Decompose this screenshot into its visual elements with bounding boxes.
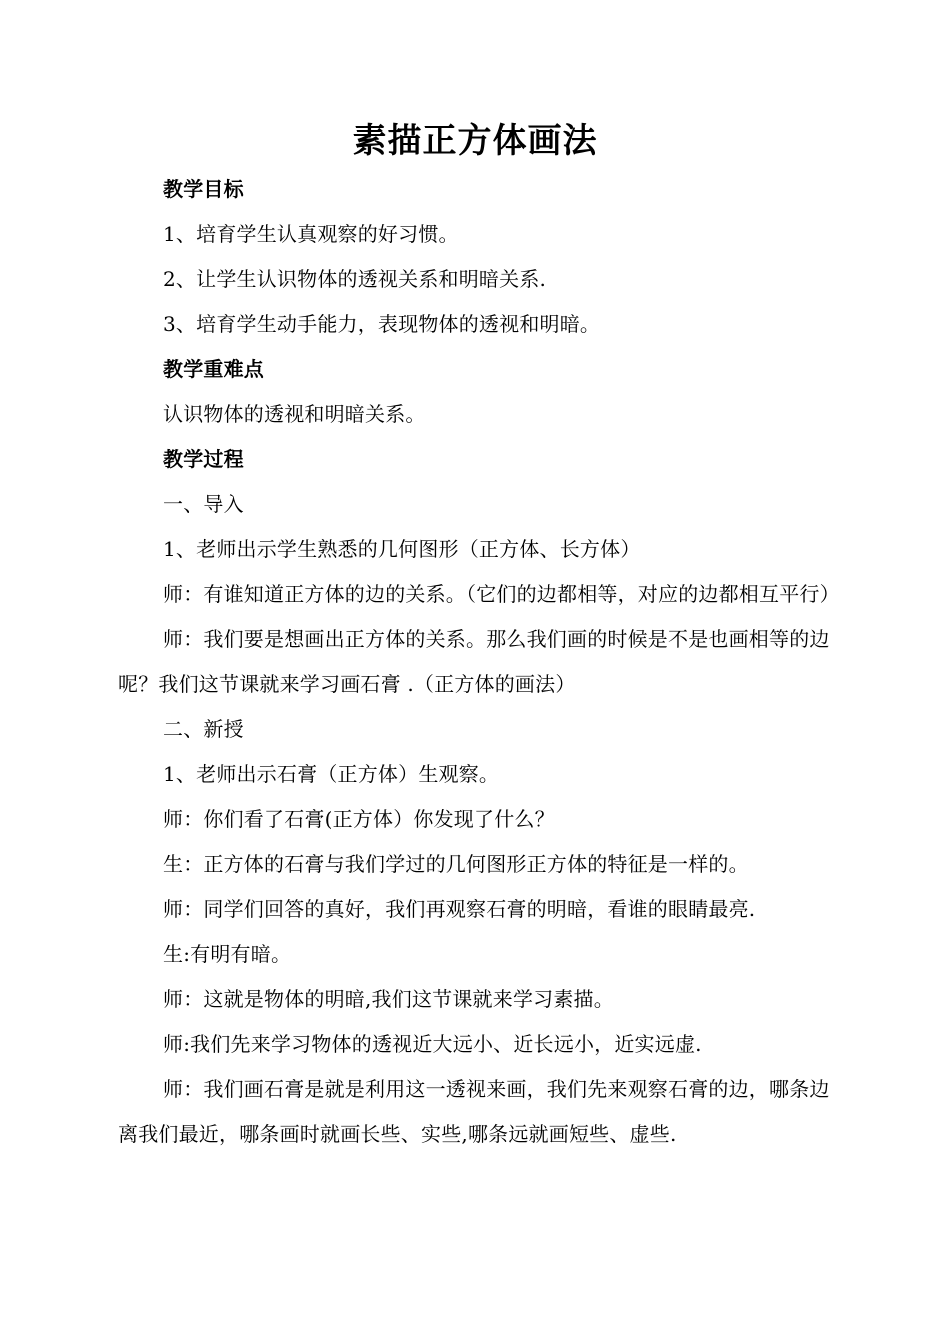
paragraph: 一、导入 <box>163 492 244 516</box>
paragraph: 师：这就是物体的明暗,我们这节课就来学习素描。 <box>163 987 614 1011</box>
paragraph: 师：同学们回答的真好，我们再观察石膏的明暗，看谁的眼睛最亮. <box>163 897 756 921</box>
paragraph: 师:我们先来学习物体的透视近大远小、近长远小，近实远虚. <box>163 1032 702 1056</box>
paragraph: 认识物体的透视和明暗关系。 <box>163 402 426 426</box>
paragraph: 二、新授 <box>163 717 244 741</box>
paragraph: 1、培育学生认真观察的好习惯。 <box>163 222 459 246</box>
paragraph: 师：你们看了石膏(正方体）你发现了什么？ <box>163 807 555 831</box>
paragraph: 2、让学生认识物体的透视关系和明暗关系. <box>163 267 547 291</box>
section-heading: 教学过程 <box>163 447 244 471</box>
paragraph: 3、培育学生动手能力，表现物体的透视和明暗。 <box>163 312 601 336</box>
paragraph: 生：正方体的石膏与我们学过的几何图形正方体的特征是一样的。 <box>163 852 749 876</box>
paragraph: 生:有明有暗。 <box>163 942 292 966</box>
paragraph: 师：有谁知道正方体的边的关系。（它们的边都相等，对应的边都相互平行） <box>163 582 840 606</box>
paragraph: 师：我们要是想画出正方体的关系。那么我们画的时候是不是也画相等的边呢？我们这节课就来学习画石膏 .（正方体的画法） <box>118 627 830 696</box>
document-title: 素描正方体画法 <box>352 121 598 161</box>
section-heading: 教学重难点 <box>163 357 264 381</box>
paragraph: 1、老师出示学生熟悉的几何图形（正方体、长方体） <box>163 537 641 561</box>
document-body <box>118 167 840 1157</box>
paragraph: 1、老师出示石膏（正方体）生观察。 <box>163 762 500 786</box>
paragraph: 师：我们画石膏是就是利用这一透视来画，我们先来观察石膏的边，哪条边离我们最近，哪条画时就画长些、实些,哪条远就画短些、虚些. <box>118 1077 830 1146</box>
section-heading: 教学目标 <box>163 177 244 201</box>
